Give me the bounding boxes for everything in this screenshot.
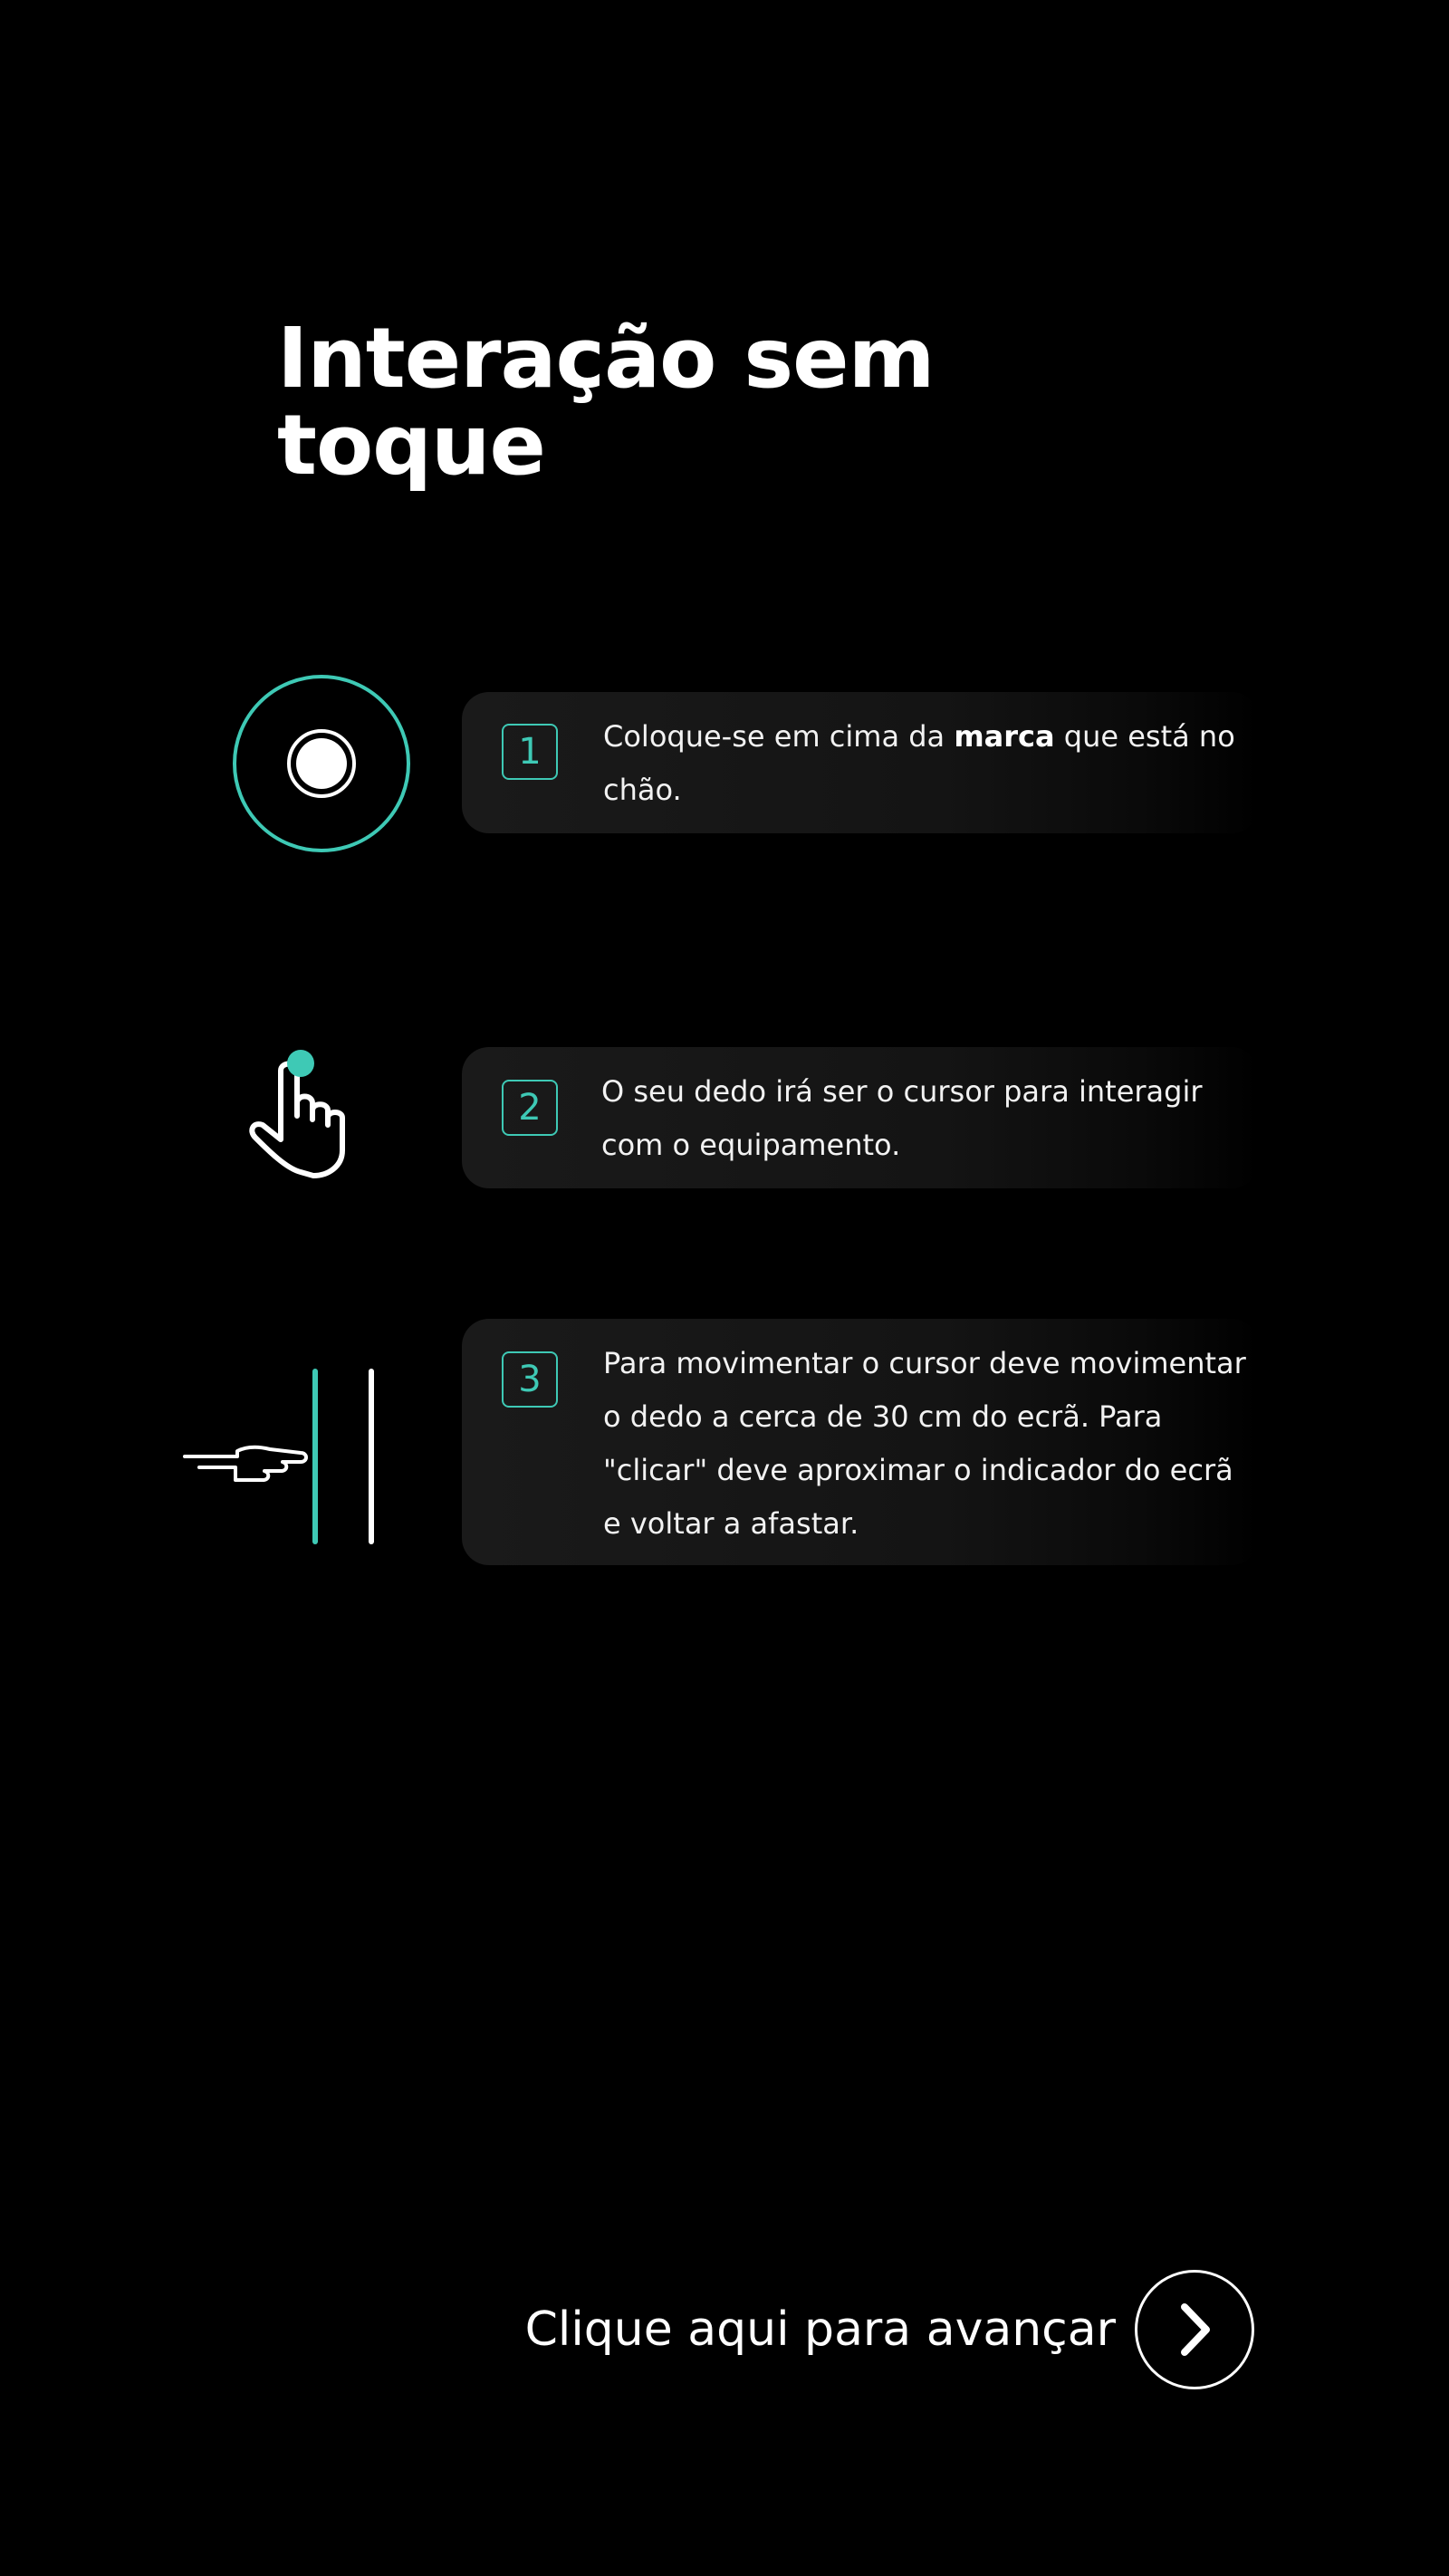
- finger-distance-screen-icon: [181, 1366, 380, 1547]
- step-1-text: Coloque-se em cima da marca que está no chão.: [603, 719, 1235, 807]
- step-card-3: [462, 1319, 1259, 1565]
- step-number-badge: 2: [502, 1080, 558, 1136]
- chevron-right-icon: [1137, 2273, 1252, 2387]
- pointing-hand-cursor-icon: [245, 1043, 380, 1188]
- floor-mark-target-icon: [232, 674, 411, 853]
- page-title: Interação sem toque: [277, 310, 935, 494]
- step-number-badge: 1: [502, 724, 558, 780]
- step-card-1: [462, 692, 1259, 833]
- step-number-badge: 3: [502, 1351, 558, 1408]
- next-button[interactable]: [1135, 2270, 1254, 2389]
- step-card-2: [462, 1047, 1259, 1188]
- step-3-text: Para movimentar o cursor deve movimentar o dedo a cerca de 30 cm do ecrã. Para "clicar" deve aproximar o indicador do ecrã e voltar a afastar.: [603, 1346, 1246, 1541]
- step-2-text: O seu dedo irá ser o cursor para interagir com o equipamento.: [601, 1074, 1203, 1162]
- next-link-label[interactable]: Clique aqui para avançar: [524, 2302, 1116, 2357]
- step-1-emphasis: marca: [954, 719, 1055, 754]
